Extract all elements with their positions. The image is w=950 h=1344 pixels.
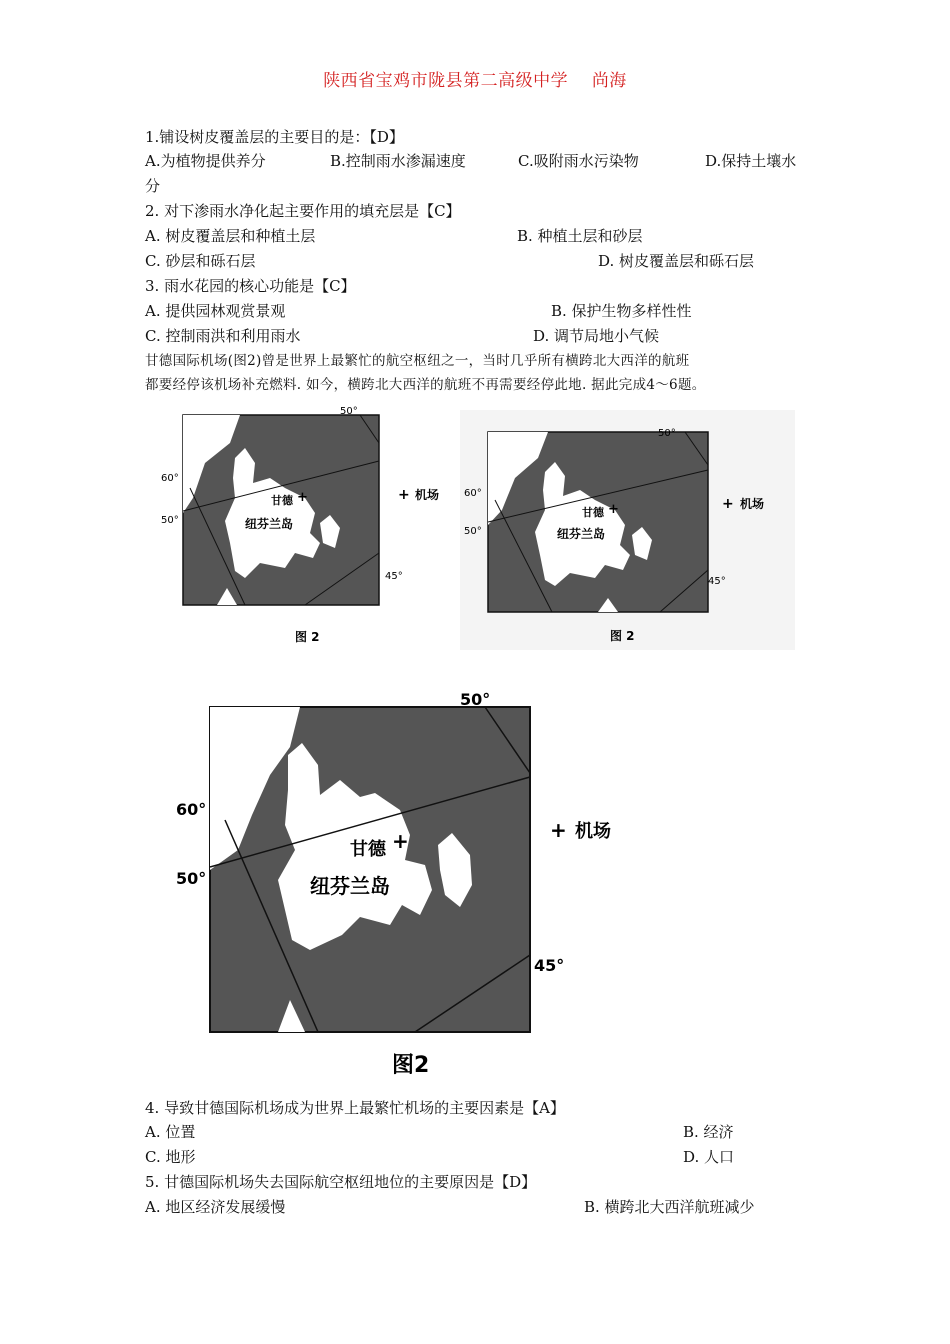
- map1-legend-symbol: +: [398, 487, 410, 503]
- q4-option-c: C. 地形: [145, 1148, 196, 1166]
- map-figure-left: [145, 403, 460, 648]
- map-figure-large: [170, 685, 660, 1085]
- q1-stem: 1.铺设树皮覆盖层的主要目的是：【D】: [145, 128, 404, 146]
- map1-lat50-label: 50°: [340, 406, 358, 417]
- q2-option-a: A. 树皮覆盖层和种植土层: [145, 227, 316, 245]
- map3-island-label: 纽芬兰岛: [310, 874, 390, 898]
- map3-lat50-label: 50°: [460, 690, 491, 709]
- q2-option-b: B. 种植土层和砂层: [517, 227, 643, 245]
- q3-option-c: C. 控制雨洪和利用雨水: [145, 327, 301, 345]
- q1-option-d-continued: 分: [145, 177, 161, 195]
- q2-stem: 2. 对下渗雨水净化起主要作用的填充层是【C】: [145, 202, 461, 220]
- map3-airport-mark: +: [392, 829, 409, 853]
- q1-option-d: D.保持土壤水: [705, 152, 797, 170]
- map3-city-label: 甘德: [350, 839, 386, 860]
- map3-caption: 图2: [392, 1053, 430, 1078]
- map3-lat45-label: 45°: [534, 956, 565, 975]
- map3-lat60-label: 60°: [176, 800, 207, 819]
- page-header: [0, 66, 950, 91]
- map2-legend-symbol: +: [722, 496, 734, 512]
- q1-option-b: B.控制雨水渗漏速度: [330, 152, 466, 170]
- map1-airport-mark: +: [297, 490, 308, 505]
- map2-airport-mark: +: [608, 502, 619, 517]
- q2-option-d: D. 树皮覆盖层和砾石层: [598, 252, 755, 270]
- q4-stem: 4. 导致甘德国际机场成为世界上最繁忙机场的主要因素是【A】: [145, 1099, 565, 1117]
- map2-lat60-label: 60°: [464, 488, 482, 499]
- q4-option-b: B. 经济: [683, 1123, 734, 1141]
- map1-lon50-label: 50°: [161, 515, 179, 526]
- q3-stem: 3. 雨水花园的核心功能是【C】: [145, 277, 356, 295]
- q5-stem: 5. 甘德国际机场失去国际航空枢纽地位的主要原因是【D】: [145, 1173, 537, 1191]
- q2-option-c: C. 砂层和砾石层: [145, 252, 256, 270]
- map1-legend-label: 机场: [415, 488, 440, 502]
- q5-option-a: A. 地区经济发展缓慢: [145, 1198, 286, 1216]
- intro-line-1: 甘德国际机场(图2)曾是世界上最繁忙的航空枢纽之一，当时几乎所有横跨北大西洋的航班: [145, 353, 690, 369]
- q3-option-a: A. 提供园林观赏景观: [145, 302, 286, 320]
- map2-caption: 图 2: [610, 629, 635, 643]
- map1-lat60-label: 60°: [161, 473, 179, 484]
- map3-lon50-label: 50°: [176, 869, 207, 888]
- q5-option-b: B. 横跨北大西洋航班减少: [584, 1198, 755, 1216]
- map1-caption: 图 2: [295, 630, 320, 644]
- map2-city-label: 甘德: [582, 506, 604, 519]
- map2-lat50-label: 50°: [658, 428, 676, 439]
- map2-legend-label: 机场: [740, 497, 765, 511]
- map1-island-label: 纽芬兰岛: [245, 517, 294, 531]
- map3-legend-label: 机场: [575, 821, 611, 842]
- author-name: 尚海: [591, 71, 627, 91]
- map2-island-label: 纽芬兰岛: [557, 527, 606, 541]
- q4-option-a: A. 位置: [145, 1123, 196, 1141]
- q1-option-a: A.为植物提供养分: [145, 152, 266, 170]
- q4-option-d: D. 人口: [683, 1148, 735, 1166]
- map1-lat45-label: 45°: [385, 571, 403, 582]
- school-name: 陕西省宝鸡市陇县第二高级中学: [323, 71, 569, 91]
- map3-legend-symbol: +: [550, 818, 567, 842]
- map2-lat45-label: 45°: [708, 576, 726, 587]
- q1-option-c: C.吸附雨水污染物: [518, 152, 639, 170]
- q3-option-b: B. 保护生物多样性性: [551, 302, 692, 320]
- q3-option-d: D. 调节局地小气候: [533, 327, 660, 345]
- map-figure-right: [460, 410, 795, 650]
- intro-line-2: 都要经停该机场补充燃料. 如今，横跨北大西洋的航班不再需要经停此地. 据此完成4～6题。: [145, 377, 706, 393]
- map1-city-label: 甘德: [271, 494, 293, 507]
- map2-lon50-label: 50°: [464, 526, 482, 537]
